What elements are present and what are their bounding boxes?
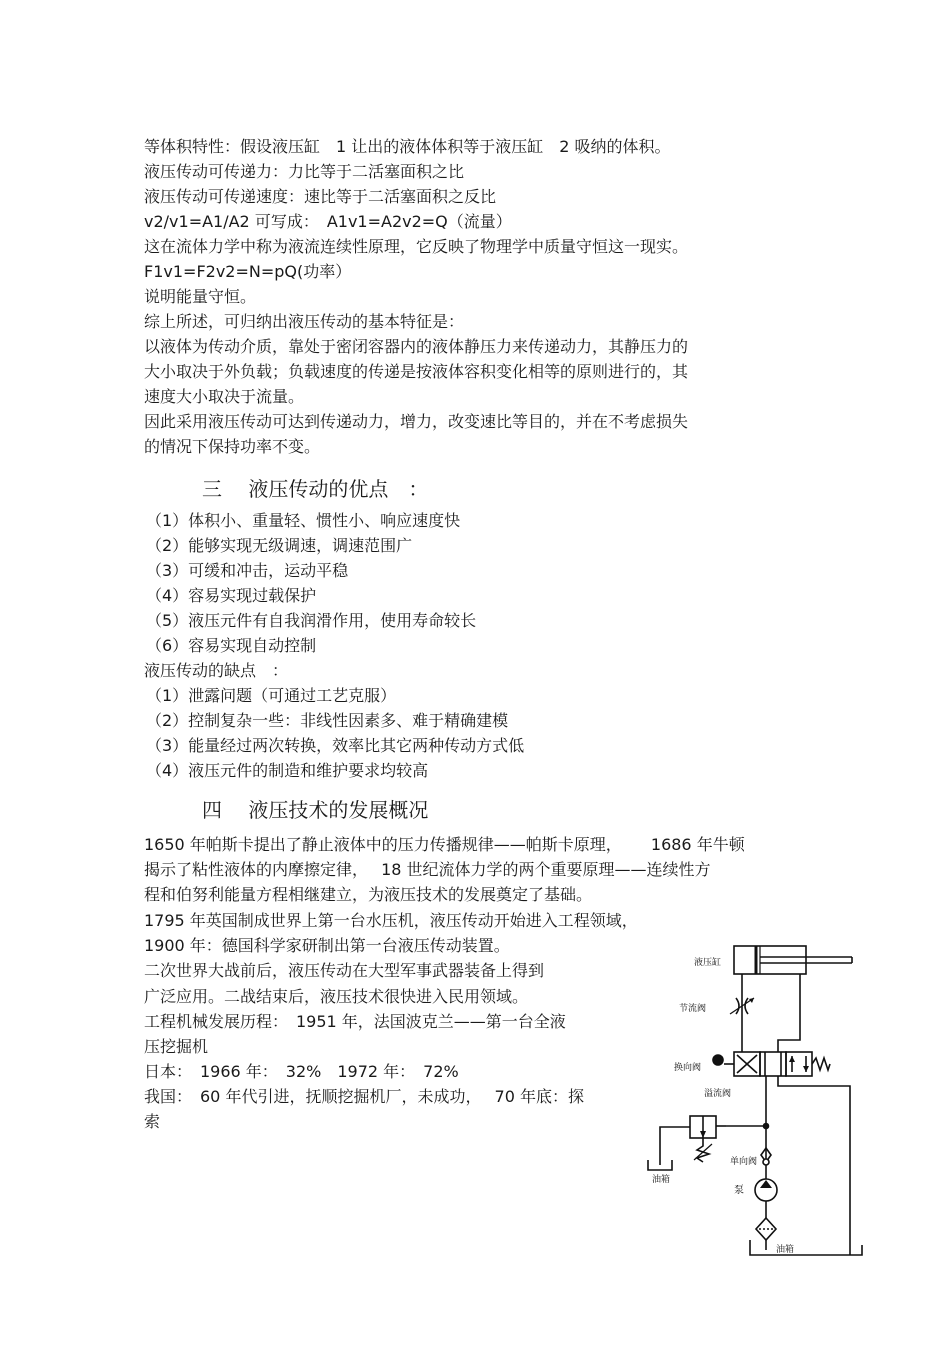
section-4-heading: 四 液压技术的发展概况: [202, 798, 429, 822]
intro-line: 等体积特性：假设液压缸 1 让出的液体体积等于液压缸 2 吸纳的体积。: [144, 137, 671, 156]
intro-line: 速度大小取决于流量。: [144, 387, 305, 406]
history-line: 我国： 60 年代引进，抚顺挖掘机厂，未成功， 70 年底：探: [144, 1087, 584, 1106]
history-line: 1795 年英国制成世界上第一台水压机，液压传动开始进入工程领域，: [144, 911, 638, 930]
history-line: 日本： 1966 年： 32% 1972 年： 72%: [144, 1062, 459, 1081]
check-valve-label: 单向阀: [730, 1157, 758, 1167]
bottom-tank-label: 油箱: [776, 1245, 795, 1255]
cylinder-label: 液压缸: [694, 958, 722, 968]
relief-valve-label: 溢流阀: [704, 1089, 732, 1099]
directional-valve-label: 换向阀: [674, 1063, 702, 1073]
intro-line: 液压传动可传递力：力比等于二活塞面积之比: [144, 162, 465, 181]
history-line: 程和伯努利能量方程相继建立，为液压技术的发展奠定了基础。: [144, 885, 593, 904]
advantage-item: （5）液压元件有自我润滑作用，使用寿命较长: [146, 611, 477, 630]
directional-valve: [713, 1052, 830, 1076]
pump-label: 泵: [734, 1185, 744, 1196]
filter: [756, 1218, 776, 1250]
disadvantage-item: （3）能量经过两次转换，效率比其它两种传动方式低: [146, 736, 525, 755]
intro-line: 综上所述，可归纳出液压传动的基本特征是：: [144, 312, 465, 331]
history-line: 1900 年：德国科学家研制出第一台液压传动装置。: [144, 936, 510, 955]
disadvantages-heading: 液压传动的缺点 ：: [144, 661, 289, 680]
intro-line: 以液体为传动介质，靠处于密闭容器内的液体静压力来传递动力，其静压力的: [144, 337, 689, 356]
intro-line: v2/v1=A1/A2 可写成： A1v1=A2v2=Q（流量）: [144, 212, 512, 231]
history-line: 索: [144, 1112, 161, 1131]
intro-line: 的情况下保持功率不变。: [144, 437, 321, 456]
advantage-item: （4）容易实现过载保护: [146, 586, 317, 605]
hydraulic-pump: [755, 1179, 777, 1218]
advantage-item: （2）能够实现无级调速，调速范围广: [146, 536, 413, 555]
history-line: 广泛应用。二战结束后，液压技术很快进入民用领域。: [144, 987, 529, 1006]
intro-line: 这在流体力学中称为液流连续性原理，它反映了物理学中质量守恒这一现实。: [144, 237, 689, 256]
history-line: 压挖掘机: [144, 1037, 209, 1056]
history-line: 揭示了粘性液体的内摩擦定律， 18 世纪流体力学的两个重要原理——连续性方: [144, 860, 711, 879]
left-tank-label: 油箱: [652, 1175, 671, 1185]
advantage-item: （3）可缓和冲击，运动平稳: [146, 561, 349, 580]
intro-line: F1v1=F2v2=N=pQ(功率）: [144, 262, 352, 281]
history-line: 1650 年帕斯卡提出了静止液体中的压力传播规律——帕斯卡原理， 1686 年牛顿: [144, 835, 745, 854]
throttle-label: 节流阀: [679, 1004, 707, 1014]
disadvantage-item: （4）液压元件的制造和维护要求均较高: [146, 761, 429, 780]
advantage-item: （1）体积小、重量轻、惯性小、响应速度快: [146, 511, 461, 530]
history-line: 二次世界大战前后，液压传动在大型军事武器装备上得到: [144, 961, 545, 980]
intro-line: 液压传动可传递速度：速比等于二活塞面积之反比: [144, 187, 497, 206]
advantage-item: （6）容易实现自动控制: [146, 636, 317, 655]
intro-line: 因此采用液压传动可达到传递动力，增力，改变速比等目的，并在不考虑损失: [144, 412, 689, 431]
intro-line: 大小取决于外负载；负载速度的传递是按液体容积变化相等的原则进行的，其: [144, 362, 689, 381]
hydraulic-cylinder: [734, 946, 852, 980]
history-line: 工程机械发展历程： 1951 年，法国波克兰——第一台全液: [144, 1012, 566, 1031]
disadvantage-item: （2）控制复杂一些：非线性因素多、难于精确建模: [146, 711, 509, 730]
disadvantage-item: （1）泄露问题（可通过工艺克服）: [146, 686, 397, 705]
section-3-heading: 三 液压传动的优点 ：: [202, 477, 429, 501]
intro-line: 说明能量守恒。: [144, 287, 257, 306]
